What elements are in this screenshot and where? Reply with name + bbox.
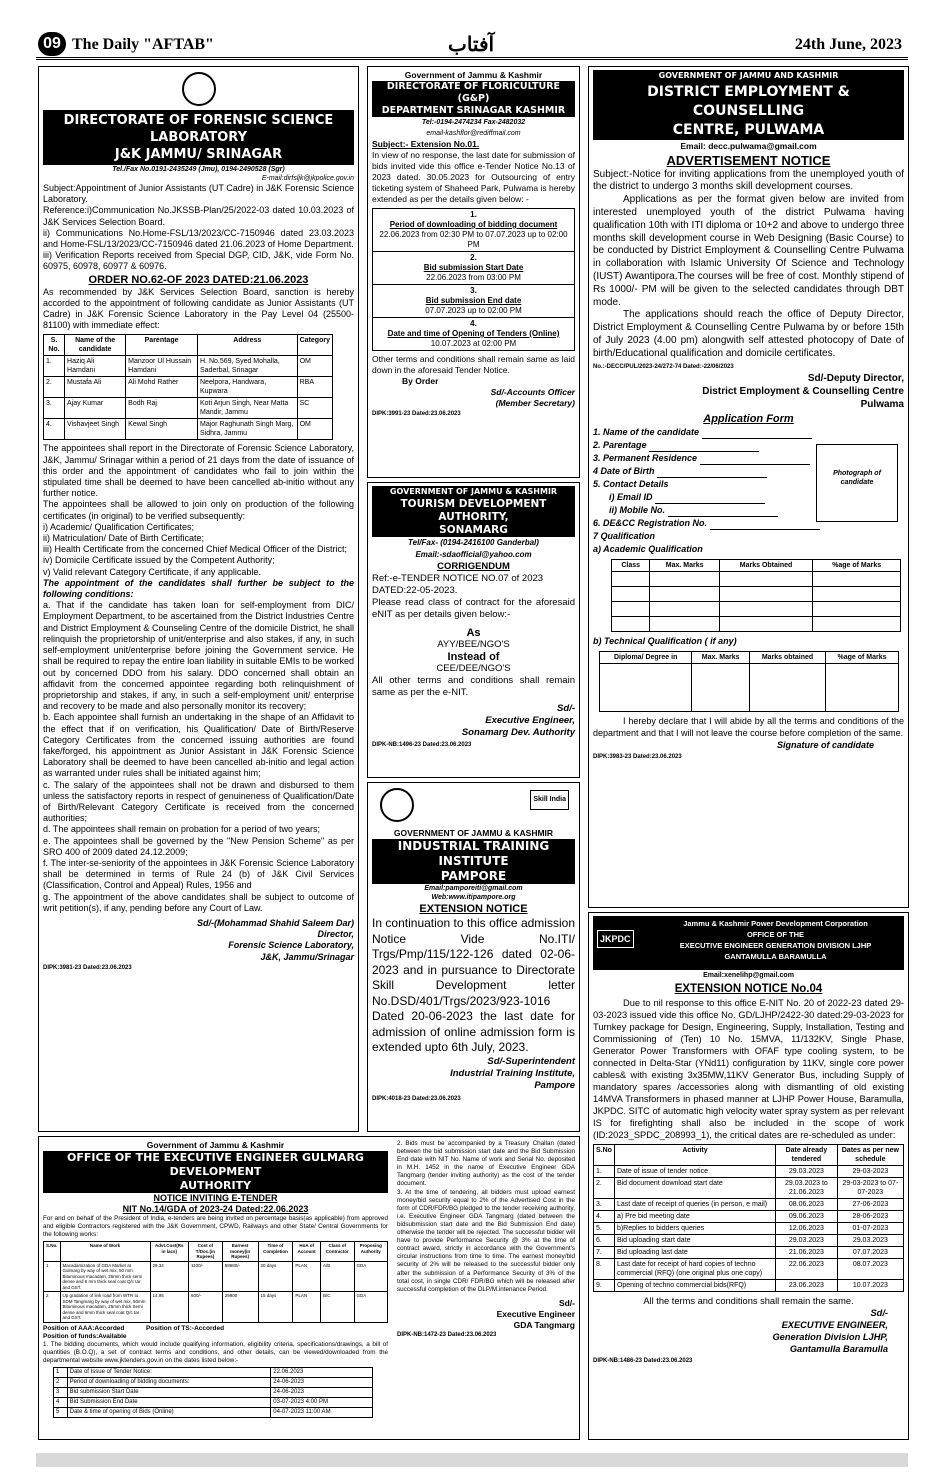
gul-dip: DIPK-NB:1472-23 Dated:23.06.2023 xyxy=(397,1331,497,1338)
cell: Period of downloading of bidding document xyxy=(389,220,558,229)
th: Class xyxy=(612,559,650,571)
cell: Kewal Singh xyxy=(126,419,198,440)
tour-corrigendum: CORRIGENDUM xyxy=(437,561,510,572)
fsl-cert-1: i) Academic/ Qualification Certificates; xyxy=(43,521,195,532)
fsl-para-2: The appointees shall report in the Directorate of Forensic Science Laboratory, J&K, Jammu/ Srinagar within a period of 21 days from the date of issuance of this order and the appointment of candidates who fail to join within the stipulated time shall be deemed to have been cancelled ab-initio without any further notice. xyxy=(43,443,354,499)
table-row: 7. Bid uploading last date 21.06.2023 07.07.2023 xyxy=(594,1247,904,1259)
tourism-notice xyxy=(367,482,580,778)
gul-signature: Sd/- Executive Engineer GDA Tangmarg xyxy=(496,1297,575,1330)
th: S. No. xyxy=(44,335,65,356)
flori-dip: DIPK:3991-23 Dated:23.06.2023 xyxy=(372,411,461,417)
fsl-notice xyxy=(38,66,359,1132)
flori-gov: Government of Jammu & Kashmir xyxy=(404,70,543,80)
cell: 4. xyxy=(470,319,477,328)
form-field-email[interactable]: i) Email ID xyxy=(593,491,904,504)
fsl-para-4: The appointment of the candidates shall further be subject to the following conditions: xyxy=(43,577,354,600)
tour-para-1: Please read class of contract for the aforesaid eNIT as per details given below:- xyxy=(372,597,575,620)
fsl-cond-f: f. The inter-se-seniority of the appointees in J&K Forensic Science Laboratory shall be determined in terms of Rule 24 (b) of J&K Civil Services (Classification, Control and Appeal) Rules, 1956 and xyxy=(43,857,354,891)
jkpdc-table xyxy=(593,1144,904,1292)
iti-email: Email:pamporeiti@gmail.com xyxy=(424,885,523,892)
th: Max. Marks xyxy=(650,559,719,571)
photograph-box: Photograph of candidate xyxy=(816,444,898,522)
tech-qualification-label: b) Technical Qualification ( if any) xyxy=(593,635,737,646)
fsl-signature: Sd/-(Mohammad Shahid Saleem Dar) Director, Forensic Science Laboratory, J&K, Jammu/Srinagar xyxy=(196,917,354,962)
fsl-cert-4: iv) Domicile Certificate issued by the Competent Authority; xyxy=(43,555,275,566)
table-row: 2 Up gradation of link road from WTR to SDM Tangmarg by way of wet mix, 50mm Bituminous macadam, 25mm thick Semi dense and 6mm thick seal coat Q/c tar and GST. 14.95 600/- 29900 15 days PLAN B/C GDA xyxy=(44,1292,388,1323)
table-row[interactable] xyxy=(612,571,901,586)
tour-email: Email:-sdaofficial@yahoo.com xyxy=(415,550,532,559)
jkpdc-email: Email:xenelihp@gmail.com xyxy=(703,972,794,979)
gul-title: OFFICE OF THE EXECUTIVE ENGINEER GULMARG DEVELOPMENT AUTHORITY xyxy=(43,1151,388,1193)
decc-notice xyxy=(588,66,909,908)
decc-signature: Sd/-Deputy Director, District Employment & Counselling Centre Pulwama xyxy=(702,373,904,410)
table-row xyxy=(44,398,333,419)
flori-email: email-kashflor@rediffmail.com xyxy=(426,130,521,137)
cell: Major Raghunath Singh Marg, Sidhra, Jammu xyxy=(198,419,298,440)
fsl-email: E-mail:dirfsljk@jkpolice.gov.in xyxy=(261,175,354,182)
table-row xyxy=(44,377,333,398)
cell: Bid submission End date xyxy=(425,296,522,305)
tour-dip: DIPK-NB:1496-23 Dated:23.06.2023 xyxy=(372,742,472,748)
cell: Bid submission Start Date xyxy=(423,263,524,272)
th: Address xyxy=(198,335,298,356)
fsl-cert-2: ii) Matriculation/ Date of Birth Certificate; xyxy=(43,533,205,544)
jkpdc-other: All the terms and conditions shall remain the same. xyxy=(643,1296,854,1306)
fsl-cond-d: d. The appointees shall remain on probation for a period of two years; xyxy=(43,824,321,835)
cell: RBA xyxy=(297,377,332,398)
jkpdc-signature: Sd/- EXECUTIVE ENGINEER, Generation Division LJHP, Gantamulla Baramulla xyxy=(772,1308,888,1354)
table-row xyxy=(373,318,575,351)
fsl-order-title: ORDER NO.62-OF 2023 DATED:21.06.2023 xyxy=(88,273,309,286)
fsl-cond-e: e. The appointees shall be governed by the "New Pension Scheme" as per SRO 400 of 2009 dated 24.12.2009; xyxy=(43,835,354,857)
th: S.No xyxy=(594,1145,615,1166)
cell: OM xyxy=(297,356,332,377)
emblem-icon xyxy=(43,70,354,110)
tour-instead: Instead of xyxy=(447,651,500,663)
table-row: 4. a) Pre bid meeting date 09.06.2023 28-06-2023 xyxy=(594,1211,904,1223)
cell: 2. xyxy=(44,377,65,398)
cell: Date and time of Opening of Tenders (Online) xyxy=(387,329,560,338)
table-row: 4 Bid Submission End Date 03-07-2023 4:00 PM xyxy=(54,1397,373,1407)
th: Diploma/ Degree in xyxy=(600,651,692,663)
iti-signature: Sd/-Superintendent Industrial Training Institute, Pampore xyxy=(450,1055,575,1091)
cell: Mustafa Ali xyxy=(65,377,126,398)
gul-nit-no: NIT No.14/GDA of 2023-24 Dated:22.06.2023 xyxy=(122,1204,309,1214)
cell: 2. xyxy=(470,253,477,262)
jkpdc-notice-title: EXTENSION NOTICE No.04 xyxy=(674,983,823,995)
cell: 3. xyxy=(44,398,65,419)
cell: Vishavjeet Singh xyxy=(65,419,126,440)
gul-left-col xyxy=(43,1140,388,1418)
fsl-cert-3: iii) Health Certificate from the concerned Chief Medical Officer of the District; xyxy=(43,544,347,555)
cell: Manzoor Ul Hussain Hamdani xyxy=(126,356,198,377)
newspaper-name: The Daily "AFTAB" xyxy=(72,36,214,53)
application-form xyxy=(593,426,904,556)
decc-dip: DIPK:3983-23 Dated:23.06.2023 xyxy=(593,754,682,761)
table-row[interactable] xyxy=(600,663,899,711)
th: Name of the candidate xyxy=(65,335,126,356)
flori-body: In view of no response, the last date for submission of bids invited vide this office e-Tender Notice No.13 of 2023 dated. 30.05.2023 for Outsourcing of entry ticketing system of Shaheed Park, Pulwama is hereby extended as per the details given below: - xyxy=(372,150,575,204)
th: Parentage xyxy=(126,335,198,356)
technical-table xyxy=(599,651,899,712)
gulmarg-notice xyxy=(38,1136,580,1440)
decc-declaration: I hereby declare that I will abide by all the terms and conditions of the department and that I will not leave the course before completion of the same. xyxy=(593,715,904,738)
th: Activity xyxy=(614,1145,775,1166)
fsl-para-1: As recommended by J&K Services Selection Board, sanction is hereby accorded to the appointment of following candidate as Junior Assistants (UT Cadre) in J&K Forensic Science Laboratory in the Pay Level 04 (25500-81100) with immediate effect: xyxy=(43,286,354,331)
decc-gov: GOVERNMENT OF JAMMU AND KASHMIR xyxy=(593,70,904,83)
tour-class-2: CEE/DEE/NGO'S xyxy=(436,663,511,674)
gul-right-col xyxy=(397,1140,575,1339)
table-row: 2. Bid document download start date 29.03.2023 to 21.06.2023 29-03-2023 to 07-07-2023 xyxy=(594,1178,904,1199)
page-header xyxy=(36,30,908,60)
cell: 07.07.2023 up to 02:00 PM xyxy=(425,306,522,315)
tour-class-1: AYY/BEE/NGO'S xyxy=(437,639,510,650)
decc-para-1: Applications as per the format given below are invited from interested unemployed youth of the district Pulwama having qualification 10th with ITI diploma or 10+2 and above to undergo three months skill development course in Web Designing (Basic Course) to be conducted by District Employment & Counselling Centre Pulwama in collaboration with Islamic University Of Science and Technology (IUST) Awantipora.The courses will be free of cost. Monthly stipend of Rs 1000/- PM will be given to the selected candidates through DBT mode. xyxy=(593,194,904,308)
cell: OM xyxy=(297,419,332,440)
table-row: 2 Period of downloading of bidding documents: 24-06-2023 xyxy=(54,1377,373,1387)
table-row xyxy=(373,285,575,318)
gul-nit-title: NOTICE INVITING E-TENDER xyxy=(153,1193,278,1203)
fsl-tel: Tel./Fax No.0191-2435249 (Jmu), 0194-2490528 (Sgr) xyxy=(112,166,285,173)
newspaper-logo: آفتاب xyxy=(448,32,495,56)
form-field-academic: a) Academic Qualification xyxy=(593,543,703,554)
gul-gov: Government of Jammu & Kashmir xyxy=(146,1140,285,1150)
table-row xyxy=(373,252,575,285)
fsl-title: DIRECTORATE OF FORENSIC SCIENCE LABORATORY J&K JAMMU/ SRINAGAR xyxy=(43,110,354,165)
fsl-cert-5: v) Valid relevant Category Certificate, if any applicable. xyxy=(43,566,261,577)
footer-bar xyxy=(36,1453,908,1467)
form-field-residence[interactable]: 3. Permanent Residence xyxy=(593,452,904,465)
table-row xyxy=(373,209,575,252)
jkpdc-dip: DIPK-NB:1486-23 Dated:23.06.2023 xyxy=(593,1358,693,1364)
th: Marks Obtained xyxy=(719,559,812,571)
tour-gov: GOVERNMENT OF JAMMU & KASHMIR xyxy=(372,486,575,498)
table-row: 3. Last date of receipt of queries (in person, e mail) 08.06.2023 27-06-2023 xyxy=(594,1199,904,1211)
tour-para-2: All other terms and conditions shall remain same as per the e-NIT. xyxy=(372,675,575,698)
gul-item-1: 1. The bidding documents, which would include qualifying information, eligibility criteria, specifications/drawings, a bill of quantities (B.O.Q), a set of contract terms and conditions, and other details, can be viewed/downloaded from the departmental website www.jktenders.gov.in on the dates listed below:- xyxy=(43,1340,388,1364)
iti-notice-title: EXTENSION NOTICE xyxy=(419,903,528,915)
th: %age of Marks xyxy=(826,651,899,663)
emblem-icon xyxy=(380,788,414,822)
table-row: 1 Date of Issue of Tender Notice: 22.06.2023 xyxy=(54,1367,373,1377)
cell: Ali Mohd Rather xyxy=(126,377,198,398)
cell: 1. xyxy=(44,356,65,377)
jkpdc-logo: JKPDC xyxy=(597,930,634,948)
form-field-dob[interactable]: 4 Date of Birth xyxy=(593,465,904,478)
fsl-dip: DIPK:3981-23 Dated:23.06.2023 xyxy=(43,964,132,971)
form-field-mobile[interactable]: ii) Mobile No. xyxy=(593,504,904,517)
gul-item-3: 3. At the time of tendering, all bidders must upload earnest money/bid security equal to 2% of the Advertised Cost in the form of CDR/FDR/BG pledged to the tender receiving authority, i.e. Executive Engineer GDA Tangmarg (dated between the bidsubmission start date and the Bid Submission End date) otherwise the tender will be rejected. The successful bidder will have to provide Performance Security @ 3% at the time of contract award, strictly in accordance with the Government's circular instructions from time to time. The earnest money/bid security of 2% will be released to the successful bidder only after the submission of a Performance Security of 3% of the total cost, in single CDR/ FDR/BG which will be released after successful completion of the DLP/M.intenance Period. xyxy=(397,1188,575,1293)
fsl-cond-b: b. Each appointee shall furnish an undertaking in the shape of an Affidavit to the effect that if on verification, his Qualification/ Date of Birth/Reserve Category Certificates from the concerned issuing authorities are found fake/forged, his appointment as Junior Assistant in J&K Forensic Science Laboratory shall be deemed to have been cancelled ab-initio and legal action as warranted under rules shall be initiated against him; xyxy=(43,712,354,779)
form-field-contact: 5. Contact Details xyxy=(593,478,669,489)
table-row[interactable] xyxy=(612,586,901,601)
fsl-subject: Subject:Appointment of Junior Assistants (UT Cadre) in J&K Forensic Science Laboratory. xyxy=(43,183,354,205)
table-row: 1 Macadamization of GDA Market at Gulmarg by way of wet mix, 50 mm Bituminous macadam, 25mm thick semi dense and 6 mm thick seal coat Q/c tar and GST. 29.34 1100/- 58680/- 20 days PLAN A/B GDA xyxy=(44,1261,388,1292)
cell: Haziq Ali Hamdani xyxy=(65,356,126,377)
flori-by-order: By Order xyxy=(402,376,439,386)
fsl-para-3: The appointees shall be allowed to join only on production of the following certificates (in original) to be verified subsequently: xyxy=(43,499,354,521)
fsl-table xyxy=(43,334,333,440)
fsl-ref-1: Reference:i)Communication No.JKSSB-Plan/25/2022-03 dated 10.03.2023 of J&K Services Selection Board. xyxy=(43,205,354,227)
tour-ref: Ref:-e-TENDER NOTICE NO.07 of 2023 DATED:22-05-2023. xyxy=(372,573,544,596)
fsl-cond-a: a. That if the candidate has taken loan for self-employment from DIC/ Employment Department, to be ascertained from the District Industries Centre and District Employment & Counseling Centre of the domicile District, he shall relinquish the proprietorship of unit/enterprise and also stakes, if any, in such self-employment unit/enterprise before joining the Government service. He shall be required to repay the entire loan liability in suitable EMIs to be worked out by concerned DDO from his salary. DDO concerned shall obtain an affidavit from the concerned appointee regarding both relinquishment of proprietorship and stakes, if any, in such a self-employment unit/ enterprise and recovery to be made and also personally monitor its recovery; xyxy=(43,600,354,712)
cell: 22.06.2023 from 03:00 PM xyxy=(426,273,521,282)
th: Max. Marks xyxy=(692,651,750,663)
cell: 4. xyxy=(44,419,65,440)
decc-para-2: The applications should reach the office of Deputy Director, District Employment & Counselling Centre Pulwama by or before 15th of July 2023 (4.00 pm) alongwith self attested photocopy of Date of birth/Educational qualification and domicile certificates. xyxy=(593,309,904,359)
decc-adv-title: ADVERTISEMENT NOTICE xyxy=(666,152,831,168)
iti-web: Web:www.itipampore.org xyxy=(431,894,516,901)
form-field-registration[interactable]: 6. DE&CC Registration No. xyxy=(593,517,904,530)
table-row xyxy=(44,419,333,440)
tour-signature: Sd/- Executive Engineer, Sonamarg Dev. Authority xyxy=(461,703,575,738)
gul-para-1: For and on behalf of the President of India, e-tenders are being invited on percentage basis(as applicable) from approved and eligible Contractors registered with the J&K Government, CPWD, Railways and other State/ Central Governments for the following works: xyxy=(43,1215,388,1238)
table-row: 5. b)Replies to bidders queries 12.06.2023 01-07-2023 xyxy=(594,1223,904,1235)
flori-subject: Subject:- Extension No.01. xyxy=(372,139,480,149)
page-number: 09 xyxy=(38,32,66,56)
iti-logos xyxy=(372,786,575,828)
floriculture-notice xyxy=(367,66,580,478)
jkpdc-notice xyxy=(588,912,909,1440)
flori-tel: Tel:-0194-2474234 Fax-2482032 xyxy=(421,119,526,126)
iti-notice xyxy=(367,782,580,1132)
fsl-ref-3: iii) Verification Reports received from Special DGP, CID, J&K, vide Form No. 60975, 60978, 60977 & 60976. xyxy=(43,250,354,272)
tour-as: As xyxy=(466,627,481,639)
iti-title: INDUSTRIAL TRAINING INSTITUTE PAMPORE xyxy=(372,839,575,884)
table-row[interactable] xyxy=(612,601,901,616)
tour-tel: Tel/Fax- (0194-2416100 Ganderbal) xyxy=(408,538,539,547)
tour-title: TOURISM DEVELOPMENT AUTHORITY, SONAMARG xyxy=(372,498,575,537)
decc-form-title: Application Form xyxy=(703,412,794,425)
fsl-cond-g: g. The appointment of the above candidates shall be subject to outcome of writ petition(s), if any, pending before any Court of Law. xyxy=(43,891,354,913)
form-field-name[interactable]: 1. Name of the candidate xyxy=(593,426,904,439)
decc-subject: Subject:-Notice for inviting applications from the unemployed youth of the district to undergo 3 months skill development courses. xyxy=(593,168,904,193)
cell: Neelpora, Handwara, Kupwara xyxy=(198,377,298,398)
cell: Ajay Kumar xyxy=(65,398,126,419)
th: Category xyxy=(297,335,332,356)
decc-email: Email: decc.pulwama@gmail.com xyxy=(680,140,817,151)
fsl-cond-c: c. The salary of the appointees shall not be drawn and disbursed to them unless the satisfactory reports in respect of genuineness of Qualification/Date of Birth/Relevant Category Certificate is received from the concerned authorities; xyxy=(43,779,354,824)
jkpdc-title: Jammu & Kashmir Power Development Corporation OFFICE OF THE EXECUTIVE ENGINEER GENERATION DIVISION LJHP GANTAMULLA BARAMULLA xyxy=(679,919,872,961)
iti-body: In continuation to this office admission Notice Vide No.ITI/ Trgs/Pmp/115/122-126 dated 02-06-2023 and in pursuance to Directorate Skill Development letter No.DSD/401/Trgs/2023/923-1016 Dated 20-06-2023 the last date for admission of online admission form is extended upto 6th July, 2023. xyxy=(372,916,575,1054)
gul-item-2: 2. Bids must be accompanied by a Treasury Challan (dated between the bid submission start date and the Bid Submission End date with NIT No. Name of work and Serial No. deposited in M.H. 1452 in the name of Executive Engineer GDA Tangmarg (tender inviting authority) as the cost of the tender document. xyxy=(397,1140,575,1188)
table-row xyxy=(44,356,333,377)
gul-dates-table xyxy=(53,1367,373,1418)
decc-no: No.:-DECC/PUL/2023-24/272-74 Dated:-22/06/2023 xyxy=(593,363,734,370)
cell: SC xyxy=(297,398,332,419)
candidate-signature: Signature of candidate xyxy=(776,739,874,750)
iti-gov: GOVERNMENT OF JAMMU & KASHMIR xyxy=(393,828,554,838)
table-row: 9. Opening of techno commercial bids(RFQ) 23.06.2023 10.07.2023 xyxy=(594,1280,904,1292)
gul-works-table: S.No. Name of Work Advt.Cost(Rs in lacs) Cost of T/Doc.(in Rupees) Earnest money(in Rupees) Time of Completion HoA of Account Class of Contractor Proposing Authority 1 Macadamization of GDA Market at Gulmarg by way of wet mix, 50 mm Bituminous macadam, 25mm thick semi dense and 6 mm thick seal coat Q/c tar and GST. 29.34 1100/- 58680/- 20 days PLAN A/B GDA 2 Up gradation of link road from WTR to SDM Tangmarg by way of wet mix, 50mm Bituminous macadam, 25mm thick Semi dense and 6mm thick seal coat Q/c tar and GST. 14.95 600/- 29900 15 days PLAN B/C GDA xyxy=(43,1241,388,1323)
academic-table xyxy=(611,559,901,632)
form-field-qualification: 7 Qualification xyxy=(593,530,656,541)
table-row: 3 Bid submission Start Date 24-06-2023 xyxy=(54,1387,373,1397)
table-row: 8. Last date for receipt of hard copies of techno commercial (RFQ) (one original plus one copy) 22.06.2023 08.07.2023 xyxy=(594,1259,904,1280)
cell: H. No.569, Syed Mohalla, Saderbal, Srinagar xyxy=(198,356,298,377)
table-row: 1. Date of issue of tender notice 29.03.2023 29-03-2023 xyxy=(594,1166,904,1178)
cell: 22.06.2023 from 02:30 PM to 07.07.2023 up to 02:00 PM xyxy=(379,230,568,249)
issue-date: 24th June, 2023 xyxy=(794,36,902,53)
flori-other: Other terms and conditions shall remain same as laid down in the aforesaid Tender Notice. xyxy=(372,354,575,375)
table-row[interactable] xyxy=(612,616,901,631)
cell: 1. xyxy=(470,210,477,219)
gul-positions: Position of AAA:Accorded Position of TS:-Accorded Position of funds:Available xyxy=(43,1324,225,1340)
jkpdc-body: Due to nil response to this office E-NIT No. 20 of 2022-23 dated 29-03-2023 issued vide this office No. GD/LJHP/2422-30 dated:29-03-2023 for Turnkey package for Design, Engineering, Supply, Installation, Testing and Commissioning of (Ten) 10 No. 15MVA, 11/132KV, Single Phase, Generator Power Transformers with OFAF type cooling system, to be connected in Delta-Star (YNd11) configuration by 11KV, single core power cables& with existing 3x35MW,11KV Generator Bus, including Supply of mandatory spares /accessories along with dismantling of old existing 14MVA Transformers in phased manner at LJHP Power House, Baramulla, JKPDC. SITC of automatic high velocity water spray system as per relevant IS for firefighting shall also be included in the scope of work (ID:2023_SPDC_208993_1), the critical dates are re-scheduled as under: xyxy=(593,998,904,1140)
cell: Bodh Raj xyxy=(126,398,198,419)
th: Marks obtained xyxy=(750,651,826,663)
jkpdc-header xyxy=(593,916,904,970)
flori-signature: Sd/-Accounts Officer (Member Secretary) xyxy=(490,387,575,408)
cell: 3. xyxy=(470,286,477,295)
cell: Koti Arjun Singh, Near Matta Mandir, Jammu xyxy=(198,398,298,419)
cell: 10.07.2023 at 02:00 PM xyxy=(430,339,517,348)
table-row: 5 Date & time of opening of Bids (Online) 04-07-2023 11:00 AM xyxy=(54,1407,373,1417)
th: %age of Marks xyxy=(813,559,901,571)
flori-title: DIRECTORATE OF FLORICULTURE (G&P) DEPARTMENT SRINAGAR KASHMIR xyxy=(372,81,575,117)
table-row: 6. Bid uploading start date 29.03.2023 29.03.2023 xyxy=(594,1235,904,1247)
iti-dip: DIPK:4018-23 Dated:23.06.2023 xyxy=(372,1095,461,1102)
flori-table xyxy=(372,208,575,351)
form-field-parentage[interactable]: 2. Parentage xyxy=(593,439,904,452)
th: Date already tendered xyxy=(776,1145,838,1166)
fsl-ref-2: ii) Communications No.Home-FSL/13/2023/CC-7150946 dated 23.03.2023 and Home-FSL/13/2023/CC-7150946 dated 21.06.2023 of Home Department. xyxy=(43,227,354,250)
decc-title: DISTRICT EMPLOYMENT & COUNSELLING CENTRE, PULWAMA xyxy=(593,83,904,140)
th: Dates as per new schedule xyxy=(837,1145,903,1166)
skill-india-logo: Skill India xyxy=(530,790,569,810)
